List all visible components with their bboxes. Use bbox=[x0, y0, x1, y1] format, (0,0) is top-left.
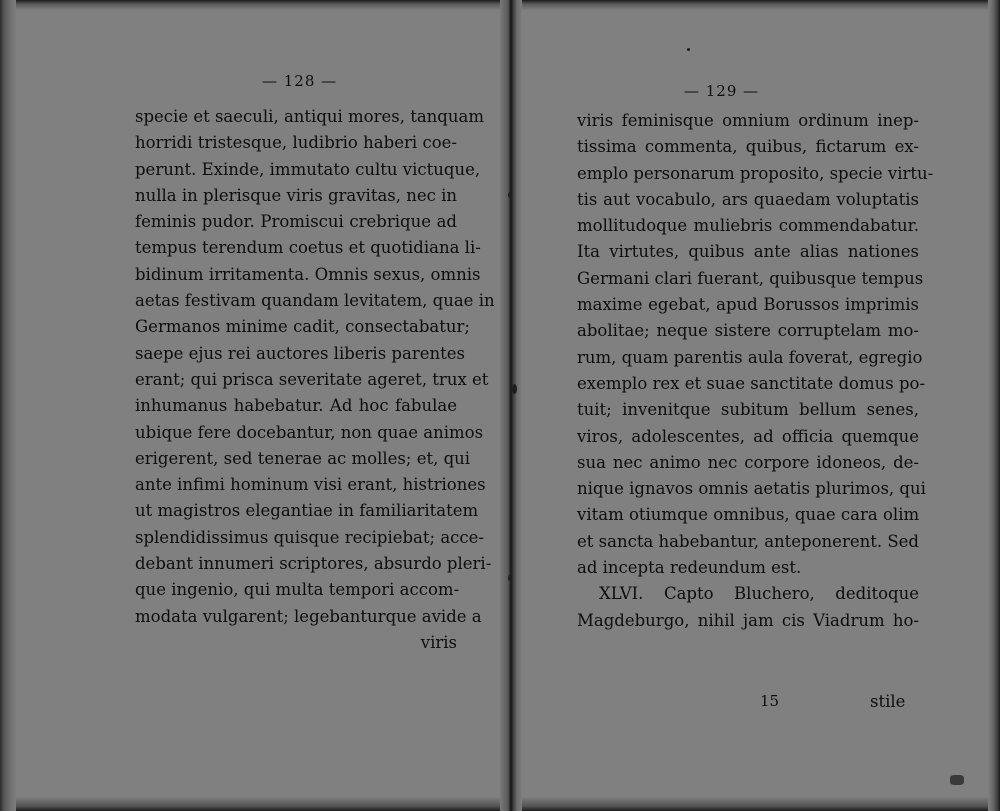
text-line: Magdeburgo, nihil jam cis Viadrum ho- bbox=[577, 610, 919, 630]
text-line: inhumanus habebatur. Ad hoc fabulae bbox=[135, 396, 457, 416]
text-line: nulla in plerisque viris gravitas, nec in bbox=[135, 185, 458, 205]
text-line: ut magistros elegantiae in familiaritatem bbox=[135, 501, 479, 521]
scan-speck bbox=[508, 192, 512, 198]
text-line: Ita virtutes, quibus ante alias nationes bbox=[577, 242, 919, 262]
text-line: aetas festivam quandam levitatem, quae in bbox=[135, 291, 495, 311]
text-line: erant; qui prisca severitate ageret, trux et bbox=[135, 369, 489, 389]
text-line: mollitudoque muliebris commendabatur. bbox=[577, 216, 919, 236]
text-line: XLVI. Capto Bluchero, deditoque bbox=[599, 584, 919, 604]
left-page-text bbox=[135, 104, 495, 630]
text-line: horridi tristesque, ludibrio haberi coe- bbox=[135, 133, 457, 153]
text-line: tissima commenta, quibus, fictarum ex- bbox=[577, 137, 919, 157]
text-line: rum, quam parentis aula foverat, egregio bbox=[577, 347, 923, 367]
text-line: ubique fere docebantur, non quae animos bbox=[135, 422, 484, 442]
text-line: abolitae; neque sistere corruptelam mo- bbox=[577, 321, 919, 341]
scan-speck bbox=[512, 384, 517, 394]
right-page bbox=[520, 0, 1000, 811]
text-line: tuit; invenitque subitum bellum senes, bbox=[577, 400, 919, 420]
text-line: sua nec animo nec corpore idoneos, de- bbox=[577, 452, 919, 472]
text-line: Germani clari fuerant, quibusque tempus bbox=[577, 268, 924, 288]
scan-speck bbox=[950, 775, 964, 785]
text-line: ad incepta redeundum est. bbox=[577, 558, 802, 578]
text-line: modata vulgarent; legebanturque avide a bbox=[135, 606, 482, 626]
text-line: tempus terendum coetus et quotidiana li- bbox=[135, 238, 481, 258]
text-line: viros, adolescentes, ad officia quemque bbox=[577, 426, 919, 446]
left-page-number: — 128 — bbox=[262, 72, 338, 90]
text-line: nique ignavos omnis aetatis plurimos, qui bbox=[577, 479, 926, 499]
text-line: ante infimi hominum visi erant, histriones bbox=[135, 475, 486, 495]
text-line: feminis pudor. Promiscui crebrique ad bbox=[135, 212, 457, 232]
text-line: exemplo rex et suae sanctitate domus po- bbox=[577, 373, 926, 393]
text-line: viris feminisque omnium ordinum inep- bbox=[577, 111, 919, 130]
text-line: erigerent, sed tenerae ac molles; et, qui bbox=[135, 448, 471, 468]
right-page-signature-mark: 15 bbox=[760, 692, 780, 710]
right-page-text bbox=[577, 108, 934, 634]
text-line: maxime egebat, apud Borussos imprimis bbox=[577, 295, 919, 315]
text-line: vitam otiumque omnibus, quae cara olim bbox=[577, 505, 920, 525]
left-page-catchword: viris bbox=[420, 633, 457, 652]
right-page-number: — 129 — bbox=[684, 82, 760, 100]
text-line: Germanos minime cadit, consectabatur; bbox=[135, 317, 470, 337]
scan-speck bbox=[687, 48, 690, 51]
text-line: tis aut vocabulo, ars quaedam voluptatis bbox=[577, 189, 919, 209]
text-line: perunt. Exinde, immutato cultu victuque, bbox=[135, 159, 481, 179]
text-line: debant innumeri scriptores, absurdo pleri- bbox=[135, 554, 492, 574]
text-line: emplo personarum proposito, specie virtu- bbox=[577, 163, 934, 183]
text-line: et sancta habebantur, anteponerent. Sed bbox=[577, 531, 919, 551]
text-line: saepe ejus rei auctores liberis parentes bbox=[135, 343, 465, 363]
scan-speck bbox=[508, 575, 512, 581]
text-line: specie et saeculi, antiqui mores, tanquam bbox=[135, 107, 484, 126]
right-page-catchword: stile bbox=[870, 692, 906, 711]
text-line: splendidissimus quisque recipiebat; acce- bbox=[135, 527, 484, 547]
text-line: que ingenio, qui multa tempori accom- bbox=[135, 580, 460, 600]
text-line: bidinum irritamenta. Omnis sexus, omnis bbox=[135, 264, 481, 284]
